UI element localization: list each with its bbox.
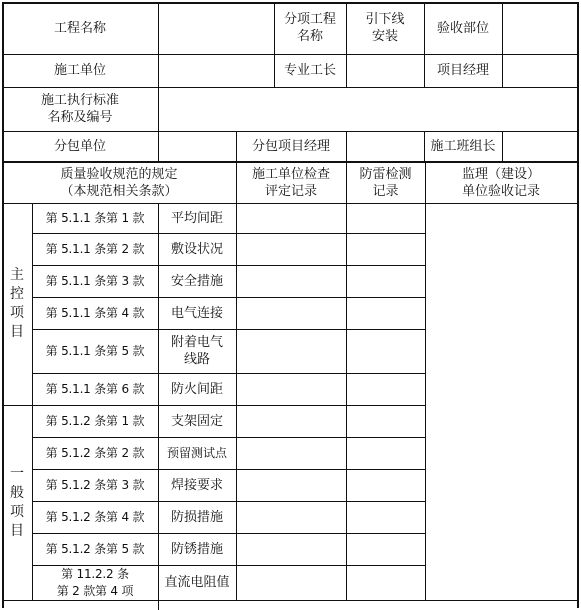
divider [236, 162, 237, 600]
construction-unit-label: 施工单位 [53, 63, 106, 78]
divider [346, 131, 347, 162]
lightning-check-column-header: 防雷检测 记录 [359, 166, 412, 199]
contractor-check-column-header: 施工单位检查 评定记录 [251, 166, 330, 199]
divider [158, 87, 159, 131]
project-name-label: 工程名称 [53, 20, 106, 36]
divider [2, 600, 579, 601]
clause-cell: 第 5.1.2 条第 4 款 [45, 509, 145, 524]
team-leader-label: 施工班组长 [430, 139, 496, 154]
general-group-label: 一 般 项 目 [10, 465, 24, 539]
supervision-column-header: 监理（建设） 单位验收记录 [461, 166, 540, 199]
foreman-label: 专业工长 [283, 63, 336, 78]
divider [502, 2, 503, 87]
divider [158, 2, 159, 87]
divider [425, 162, 426, 600]
subcontractor-label: 分包单位 [53, 139, 106, 154]
item-cell: 防火间距 [170, 381, 223, 397]
item-cell: 直流电阻值 [164, 575, 230, 590]
main-control-group-label: 主 控 项 目 [10, 267, 24, 340]
spec-column-header: 质量验收规范的规定 （本规范相关条款） [60, 166, 178, 199]
clause-cell: 第 11.2.2 条 第 2 款第 4 项 [56, 566, 134, 598]
inspection-part-label: 验收部位 [436, 20, 489, 36]
clause-cell: 第 5.1.2 条第 1 款 [45, 413, 145, 428]
item-cell: 防损措施 [170, 509, 223, 525]
item-cell: 支架固定 [170, 413, 223, 429]
divider [502, 131, 503, 162]
clause-cell: 第 5.1.2 条第 3 款 [45, 477, 145, 492]
sub-pm-label: 分包项目经理 [251, 139, 330, 154]
item-cell: 附着电气 线路 [170, 335, 223, 367]
item-cell: 平均间距 [170, 210, 223, 226]
item-cell: 敷设状况 [170, 241, 223, 257]
clause-cell: 第 5.1.2 条第 2 款 [45, 445, 145, 460]
border-right [577, 2, 579, 608]
clause-cell: 第 5.1.1 条第 5 款 [45, 343, 145, 358]
clause-cell: 第 5.1.1 条第 3 款 [45, 273, 145, 288]
clause-cell: 第 5.1.2 条第 5 款 [45, 541, 145, 556]
divider [158, 600, 159, 610]
clause-cell: 第 5.1.1 条第 2 款 [45, 241, 145, 256]
item-cell: 安全措施 [170, 273, 223, 289]
standard-label: 施工执行标准 名称及编号 [40, 93, 119, 125]
divider [346, 162, 347, 600]
item-cell: 电气连接 [170, 305, 223, 321]
item-cell: 预留测试点 [166, 445, 227, 460]
clause-cell: 第 5.1.1 条第 4 款 [45, 305, 145, 320]
item-cell: 焊接要求 [170, 477, 223, 493]
clause-cell: 第 5.1.1 条第 6 款 [45, 381, 145, 396]
sub-project-label: 分项工程 名称 [283, 12, 336, 44]
item-cell: 防锈措施 [170, 541, 223, 557]
divider [158, 131, 159, 162]
sub-project-value: 引下线 安装 [365, 12, 405, 44]
clause-cell: 第 5.1.1 条第 1 款 [45, 210, 145, 225]
project-manager-label: 项目经理 [436, 63, 489, 78]
